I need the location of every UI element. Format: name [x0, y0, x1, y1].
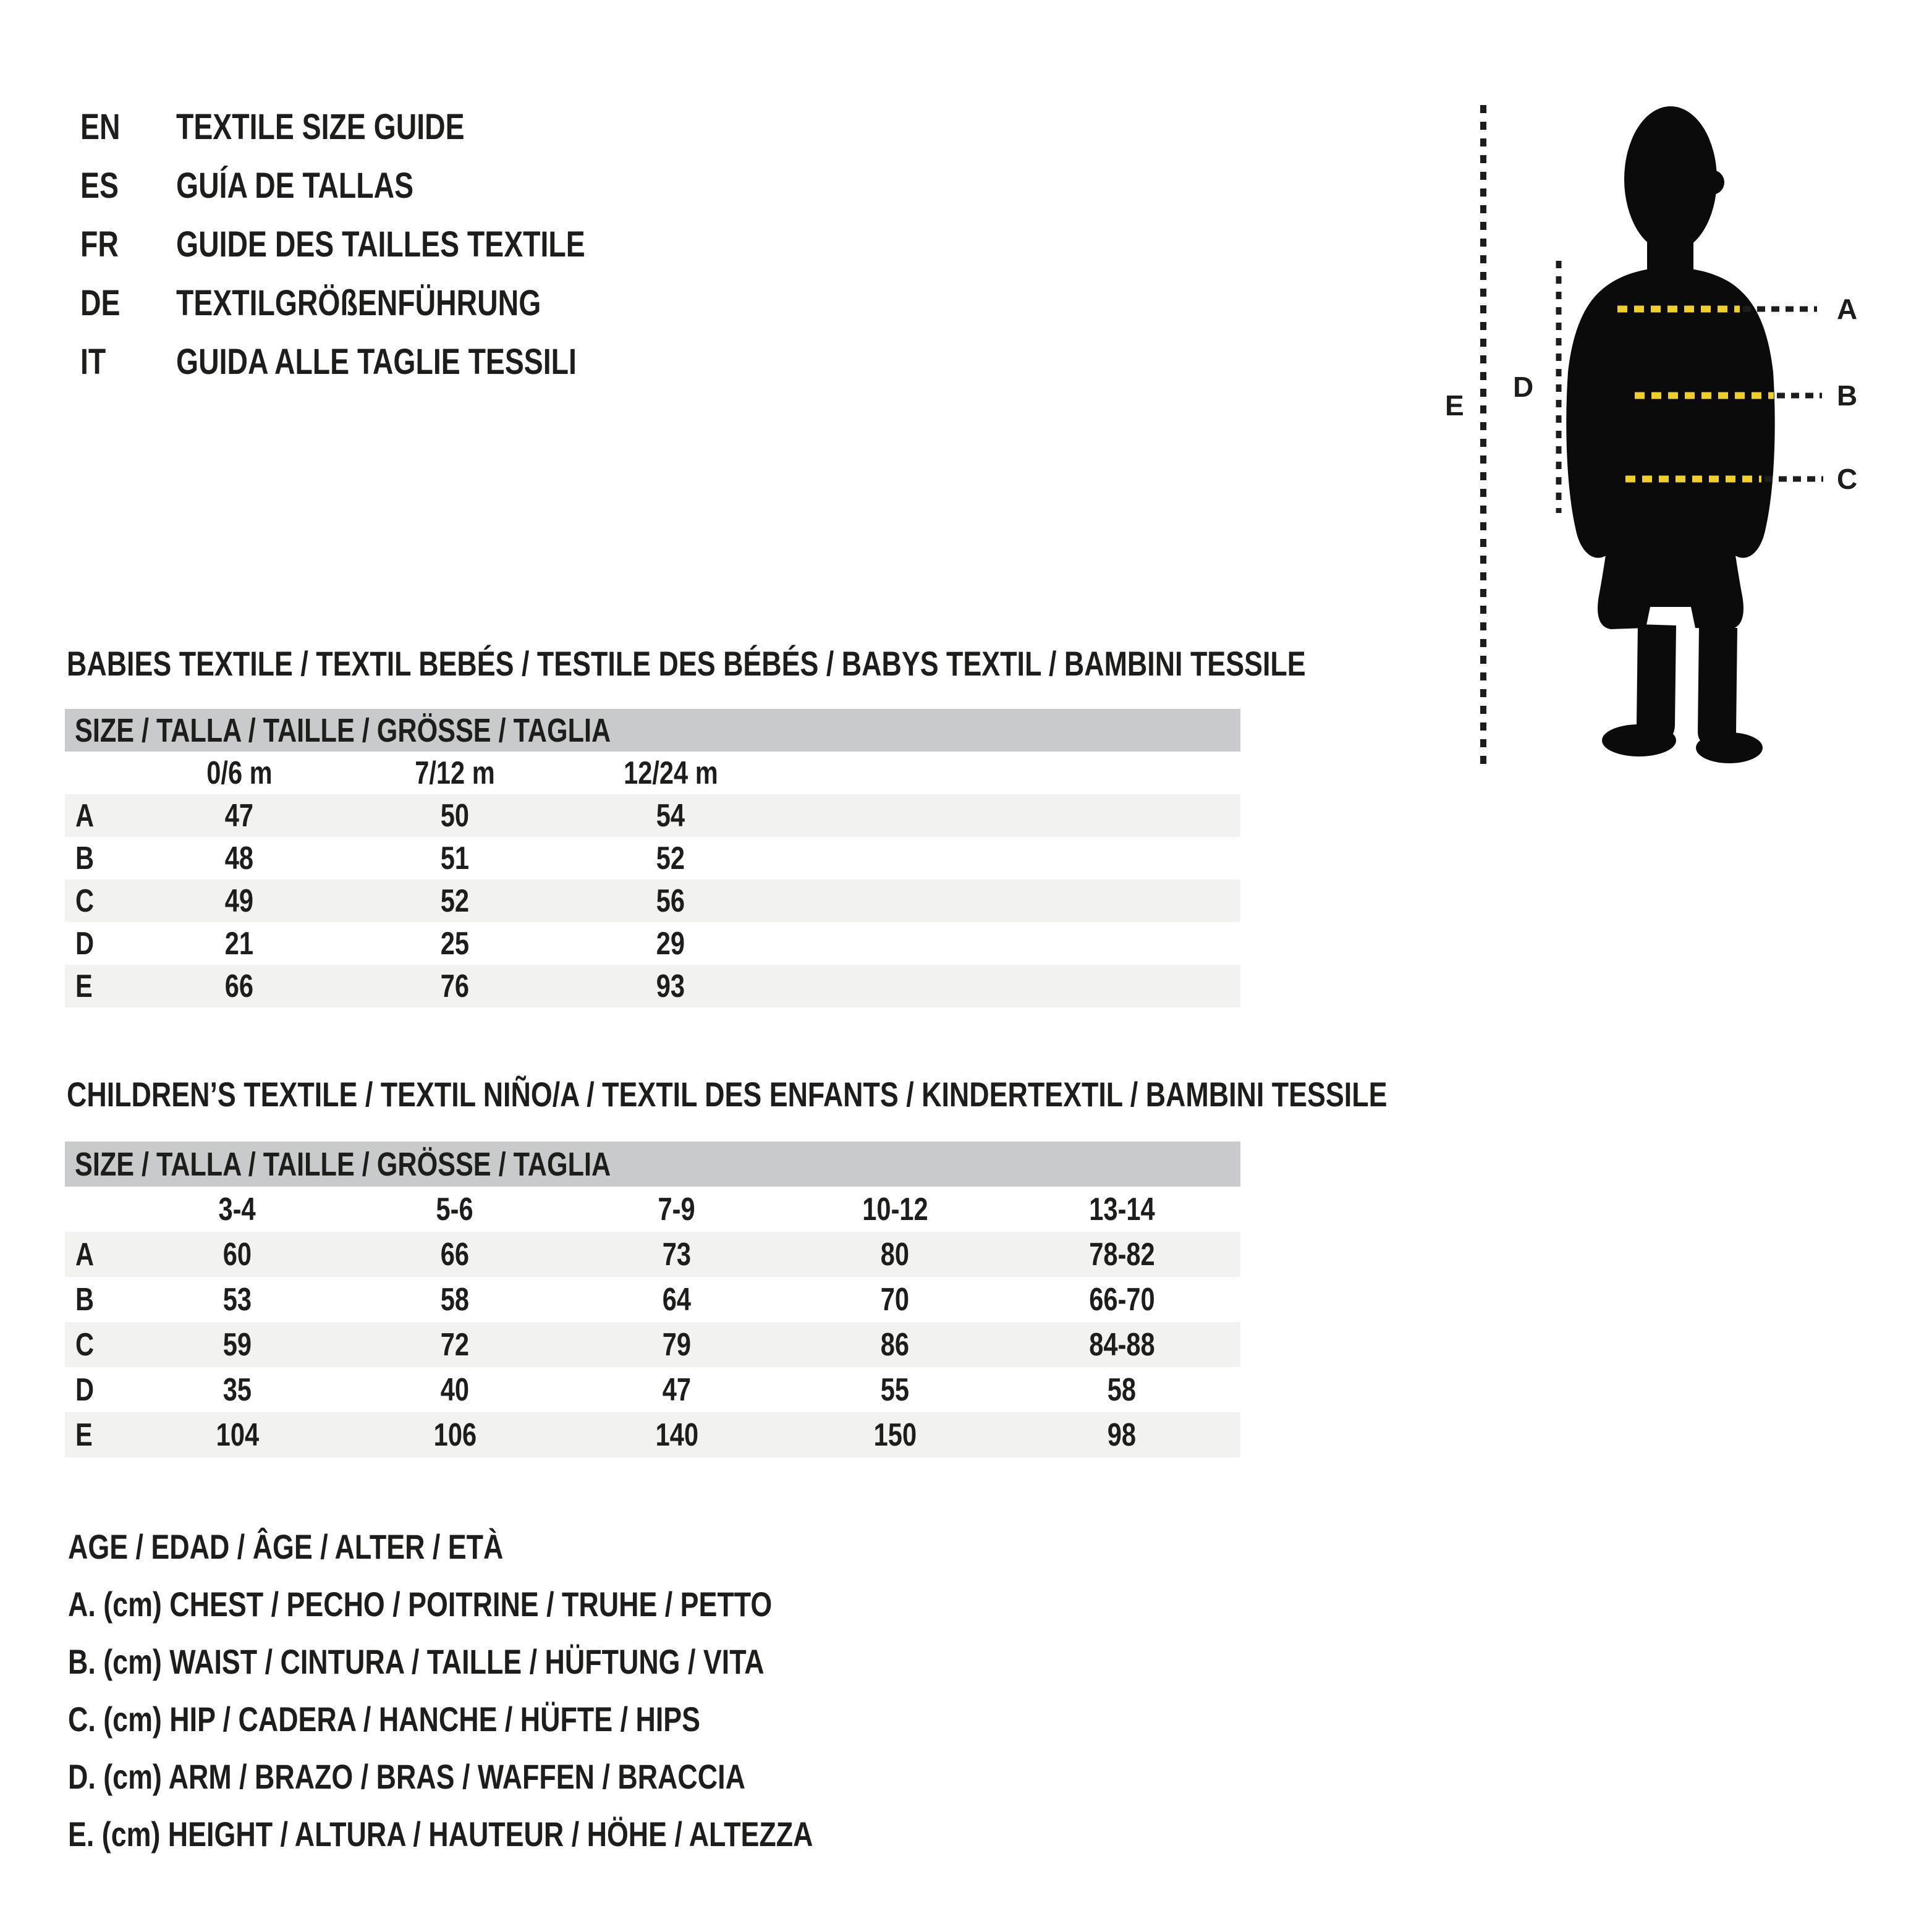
size-cell: 98 [1107, 1417, 1137, 1453]
size-cell: 21 [224, 925, 254, 962]
size-cell: 72 [440, 1326, 470, 1363]
size-cell: 60 [222, 1236, 252, 1273]
table-row-b [65, 837, 1240, 879]
children-section-title [67, 1072, 1718, 1116]
row-label: A [75, 1236, 95, 1273]
size-header-text: SIZE / TALLA / TAILLE / GRÖSSE / TAGLIA [75, 1145, 611, 1183]
size-cell: 53 [222, 1281, 252, 1318]
size-cell: 58 [440, 1281, 470, 1318]
table-row-d [65, 922, 1240, 965]
column-header: 7-9 [658, 1191, 696, 1227]
language-code: FR [80, 224, 119, 265]
babies-table [65, 709, 1240, 1007]
size-cell: 50 [440, 797, 470, 834]
table-row-d [65, 1367, 1240, 1412]
measure-label-d: D [1513, 371, 1534, 403]
size-cell: 55 [880, 1371, 910, 1408]
size-cell: 73 [662, 1236, 692, 1273]
size-cell: 140 [655, 1417, 698, 1453]
row-label: D [75, 1371, 95, 1408]
language-code: DE [80, 282, 121, 323]
right-shoe [1696, 732, 1763, 763]
size-header-text: SIZE / TALLA / TAILLE / GRÖSSE / TAGLIA [75, 711, 611, 749]
size-cell: 25 [440, 925, 470, 962]
babies-section-title-text: BABIES TEXTILE / TEXTIL BEBÉS / TESTILE DES BÉBÉS / BABYS TEXTIL / BAMBINI TESSILE [67, 643, 1306, 683]
column-header: 13-14 [1088, 1191, 1155, 1227]
size-cell: 66 [224, 968, 254, 1004]
children-column-header-row [65, 1187, 1240, 1232]
babies-size-header-bar [65, 709, 1240, 752]
column-header: 3-4 [218, 1191, 256, 1227]
left-leg [1637, 624, 1676, 738]
language-code: ES [80, 165, 119, 206]
legend-line-hip: C. (cm) HIP / CADERA / HANCHE / HÜFTE / HIPS [68, 1699, 701, 1739]
guide-title: GUIDE DES TAILLES TEXTILE [176, 224, 585, 265]
size-cell: 66 [440, 1236, 470, 1273]
language-code: IT [80, 341, 106, 382]
child-silhouette-figure [1421, 87, 1916, 803]
row-label: B [75, 1281, 95, 1318]
measure-label-c: C [1837, 463, 1858, 495]
legend-line-age: AGE / EDAD / ÂGE / ALTER / ETÀ [68, 1527, 504, 1566]
size-cell: 66-70 [1088, 1281, 1155, 1318]
legend-line-height: E. (cm) HEIGHT / ALTURA / HAUTEUR / HÖHE / ALTEZZA [68, 1814, 813, 1854]
babies-column-header-row [65, 752, 1240, 794]
size-cell: 106 [433, 1417, 477, 1453]
guide-title: GUIDA ALLE TAGLIE TESSILI [176, 341, 577, 382]
table-row-e [65, 1412, 1240, 1457]
size-cell: 40 [440, 1371, 470, 1408]
size-cell: 86 [880, 1326, 910, 1363]
size-cell: 93 [656, 968, 685, 1004]
children-size-header-bar [65, 1142, 1240, 1187]
children-section-title-text: CHILDREN’S TEXTILE / TEXTIL NIÑO/A / TEXTIL DES ENFANTS / KINDERTEXTIL / BAMBINI TESSILE [67, 1074, 1388, 1114]
row-label: A [75, 797, 95, 834]
table-row-a [65, 794, 1240, 837]
size-cell: 49 [224, 883, 254, 919]
table-row-c [65, 1322, 1240, 1367]
size-cell: 80 [880, 1236, 910, 1273]
size-cell: 70 [880, 1281, 910, 1318]
legend-line-chest: A. (cm) CHEST / PECHO / POITRINE / TRUHE / PETTO [68, 1584, 773, 1624]
size-cell: 64 [662, 1281, 692, 1318]
size-cell: 78-82 [1088, 1236, 1155, 1273]
column-header: 5-6 [436, 1191, 474, 1227]
row-label: C [75, 1326, 95, 1363]
size-cell: 29 [656, 925, 685, 962]
size-cell: 52 [656, 840, 685, 876]
language-code: EN [80, 106, 121, 147]
column-header: 12/24 m [623, 755, 718, 791]
guide-title: GUÍA DE TALLAS [176, 165, 414, 206]
size-cell: 58 [1107, 1371, 1137, 1408]
size-cell: 150 [873, 1417, 917, 1453]
size-cell: 48 [224, 840, 254, 876]
babies-section-title [67, 641, 1616, 685]
column-header: 7/12 m [415, 755, 495, 791]
measure-label-b: B [1837, 379, 1858, 412]
legend-line-arm: D. (cm) ARM / BRAZO / BRAS / WAFFEN / BRACCIA [68, 1756, 745, 1796]
size-cell: 51 [440, 840, 470, 876]
ear [1700, 170, 1724, 195]
size-cell: 76 [440, 968, 470, 1004]
column-header: 10-12 [862, 1191, 928, 1227]
size-cell: 54 [656, 797, 685, 834]
column-header: 0/6 m [206, 755, 273, 791]
row-label: D [75, 925, 95, 962]
size-cell: 59 [222, 1326, 252, 1363]
size-cell: 52 [440, 883, 470, 919]
size-cell: 79 [662, 1326, 692, 1363]
table-row-b [65, 1277, 1240, 1322]
shorts [1598, 457, 1743, 629]
legend-line-waist: B. (cm) WAIST / CINTURA / TAILLE / HÜFTUNG / VITA [68, 1642, 765, 1681]
guide-title: TEXTILE SIZE GUIDE [176, 106, 465, 147]
size-cell: 56 [656, 883, 685, 919]
guide-title: TEXTILGRÖßENFÜHRUNG [176, 282, 541, 323]
row-label: B [75, 840, 95, 876]
measure-label-e: E [1445, 389, 1464, 422]
table-row-a [65, 1232, 1240, 1277]
row-label: E [75, 1417, 93, 1453]
size-cell: 84-88 [1088, 1326, 1155, 1363]
size-cell: 104 [216, 1417, 259, 1453]
row-label: C [75, 883, 95, 919]
children-table [65, 1142, 1240, 1457]
table-row-c [65, 879, 1240, 922]
left-shoe [1602, 724, 1676, 756]
row-label: E [75, 968, 93, 1004]
right-leg [1698, 627, 1737, 745]
size-cell: 35 [222, 1371, 252, 1408]
table-row-e [65, 965, 1240, 1007]
size-cell: 47 [224, 797, 254, 834]
size-cell: 47 [662, 1371, 692, 1408]
measure-label-a: A [1837, 293, 1858, 325]
